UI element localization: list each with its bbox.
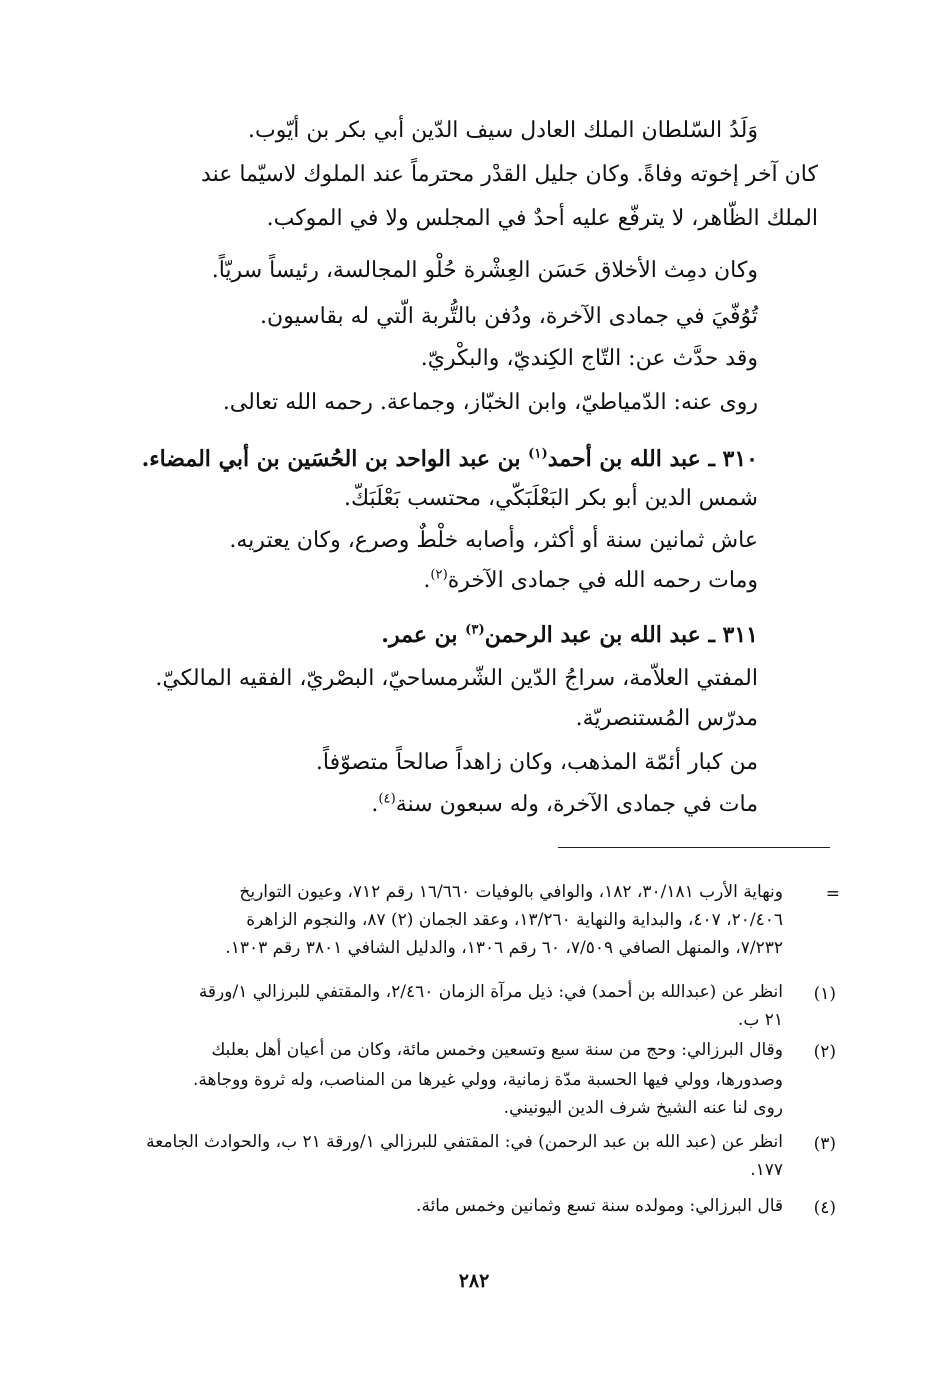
page-number: ٢٨٢ bbox=[458, 1270, 490, 1292]
footnote-2-line-1: وقال البرزالي: وحج من سنة سبع وتسعين وخمس مائة، وكان من أعيان أهل بعلبك bbox=[211, 1040, 783, 1060]
main-line-1: وَلَدُ السّلطان الملك العادل سيف الدّين أبي بكر بن أيّوب. bbox=[248, 118, 758, 143]
entry-311-line-3: من كبار أئمّة المذهب، وكان زاهداً صالحاً متصوّفاً. bbox=[315, 750, 758, 775]
footnote-ref-2: (٢) bbox=[430, 567, 448, 583]
footnote-4-line-1: قال البرزالي: ومولده سنة تسع وثمانين وخمس مائة. bbox=[416, 1196, 783, 1216]
entry-310-heading-lineage: بن عبد الواحد بن الحُسَين بن أبي المضاء. bbox=[141, 446, 529, 472]
entry-310-line-3-end: . bbox=[423, 568, 431, 593]
entry-311-heading-name: ٣١١ ـ عبد الله بن عبد الرحمن bbox=[484, 622, 758, 648]
entry-310-heading-name: ٣١٠ ـ عبد الله بن أحمد bbox=[547, 446, 758, 472]
footnote-ref-1: (١) bbox=[528, 446, 548, 462]
footnote-3-line-2: ١٧٧. bbox=[750, 1160, 783, 1180]
footnote-ref-4: (٤) bbox=[378, 791, 396, 807]
entry-311-heading bbox=[381, 624, 758, 646]
footnote-number-2: (٢) bbox=[813, 1042, 836, 1062]
main-line-2: كان آخر إخوته وفاةً. وكان جليل القدْر محترماً عند الملوك لاسيّما عند bbox=[201, 162, 818, 187]
entry-310-line-3 bbox=[423, 567, 758, 593]
footnote-1-line-1: انظر عن (عبدالله بن أحمد) في: ذيل مرآة الزمان ٢/٤٦٠، والمقتفي للبرزالي ١/ورقة bbox=[198, 982, 783, 1002]
entry-311-line-4 bbox=[371, 791, 758, 817]
entry-310-line-2: عاش ثمانين سنة أو أكثر، وأصابه خلْطٌ وصرع، وكان يعتريه. bbox=[229, 528, 758, 553]
footnote-3-line-1: انظر عن (عبد الله بن عبد الرحمن) في: المقتفي للبرزالي ١/ورقة ٢١ ب، والحوادث الجامعة bbox=[146, 1132, 783, 1152]
main-line-3: الملك الظّاهر، لا يترفّع عليه أحدٌ في المجلس ولا في الموكب. bbox=[266, 206, 818, 231]
footnote-2-line-3: روى لنا عنه الشيخ شرف الدين اليونيني. bbox=[503, 1098, 783, 1118]
entry-311-line-1: المفتي العلاّمة، سراجُ الدّين الشّرمساحيّ، البصْريّ، الفقيه المالكيّ. bbox=[155, 666, 758, 691]
entry-311-line-4-text: مات في جمادى الآخرة، وله سبعون سنة bbox=[395, 792, 758, 817]
entry-311-heading-lineage: بن عمر. bbox=[381, 622, 466, 648]
entry-310-line-1: شمس الدين أبو بكر البَعْلَبَكّي، محتسب بَعْلَبَكّ. bbox=[343, 486, 758, 511]
footnote-2-line-2: وصدورها، وولي فيها الحسبة مدّة زمانية، وولي غيرها من المناصب، وله ثروة ووجاهة. bbox=[192, 1070, 783, 1090]
footnote-divider bbox=[558, 847, 830, 848]
main-line-6: وقد حدَّث عن: التّاج الكِنديّ، والبكْريّ. bbox=[420, 346, 758, 371]
main-line-4: وكان دمِث الأخلاق حَسَن العِشْرة حُلْو المجالسة، رئيساً سريّاً. bbox=[211, 258, 758, 283]
footnote-number-3: (٣) bbox=[813, 1134, 836, 1154]
main-line-7: روى عنه: الدّمياطيّ، وابن الخبّاز، وجماعة. رحمه الله تعالى. bbox=[222, 390, 758, 415]
footnote-number-1: (١) bbox=[813, 984, 836, 1004]
entry-311-line-2: مدرّس المُستنصريّة. bbox=[575, 706, 758, 731]
footnote-continuation-line-1: ونهاية الأرب ٣٠/١٨١، ١٨٢، والوافي بالوفيات ١٦/٦٦٠ رقم ٧١٢، وعيون التواريخ bbox=[239, 882, 783, 902]
entry-311-line-4-end: . bbox=[371, 792, 379, 817]
main-line-5: تُوُفّيَ في جمادى الآخرة، ودُفن بالتُّربة الّتي له بقاسيون. bbox=[260, 304, 758, 329]
footnote-continuation-marker: = bbox=[825, 884, 840, 904]
entry-310-heading bbox=[142, 448, 758, 470]
footnote-1-line-2: ٢١ ب. bbox=[737, 1010, 783, 1030]
entry-310-line-3-text: ومات رحمه الله في جمادى الآخرة bbox=[447, 568, 758, 593]
footnote-number-4: (٤) bbox=[813, 1198, 836, 1218]
footnote-continuation-line-3: ٧/٢٣٢، والمنهل الصافي ٧/٥٠٩، ٦٠ رقم ١٣٠٦، والدليل الشافي ٣٨٠١ رقم ١٣٠٣. bbox=[225, 938, 783, 958]
footnote-continuation-line-2: ٢٠/٤٠٦، ٤٠٧، والبداية والنهاية ١٣/٢٦٠، وعقد الجمان (٢) ٨٧، والنجوم الزاهرة bbox=[246, 910, 783, 930]
footnote-ref-3: (٣) bbox=[465, 622, 485, 638]
